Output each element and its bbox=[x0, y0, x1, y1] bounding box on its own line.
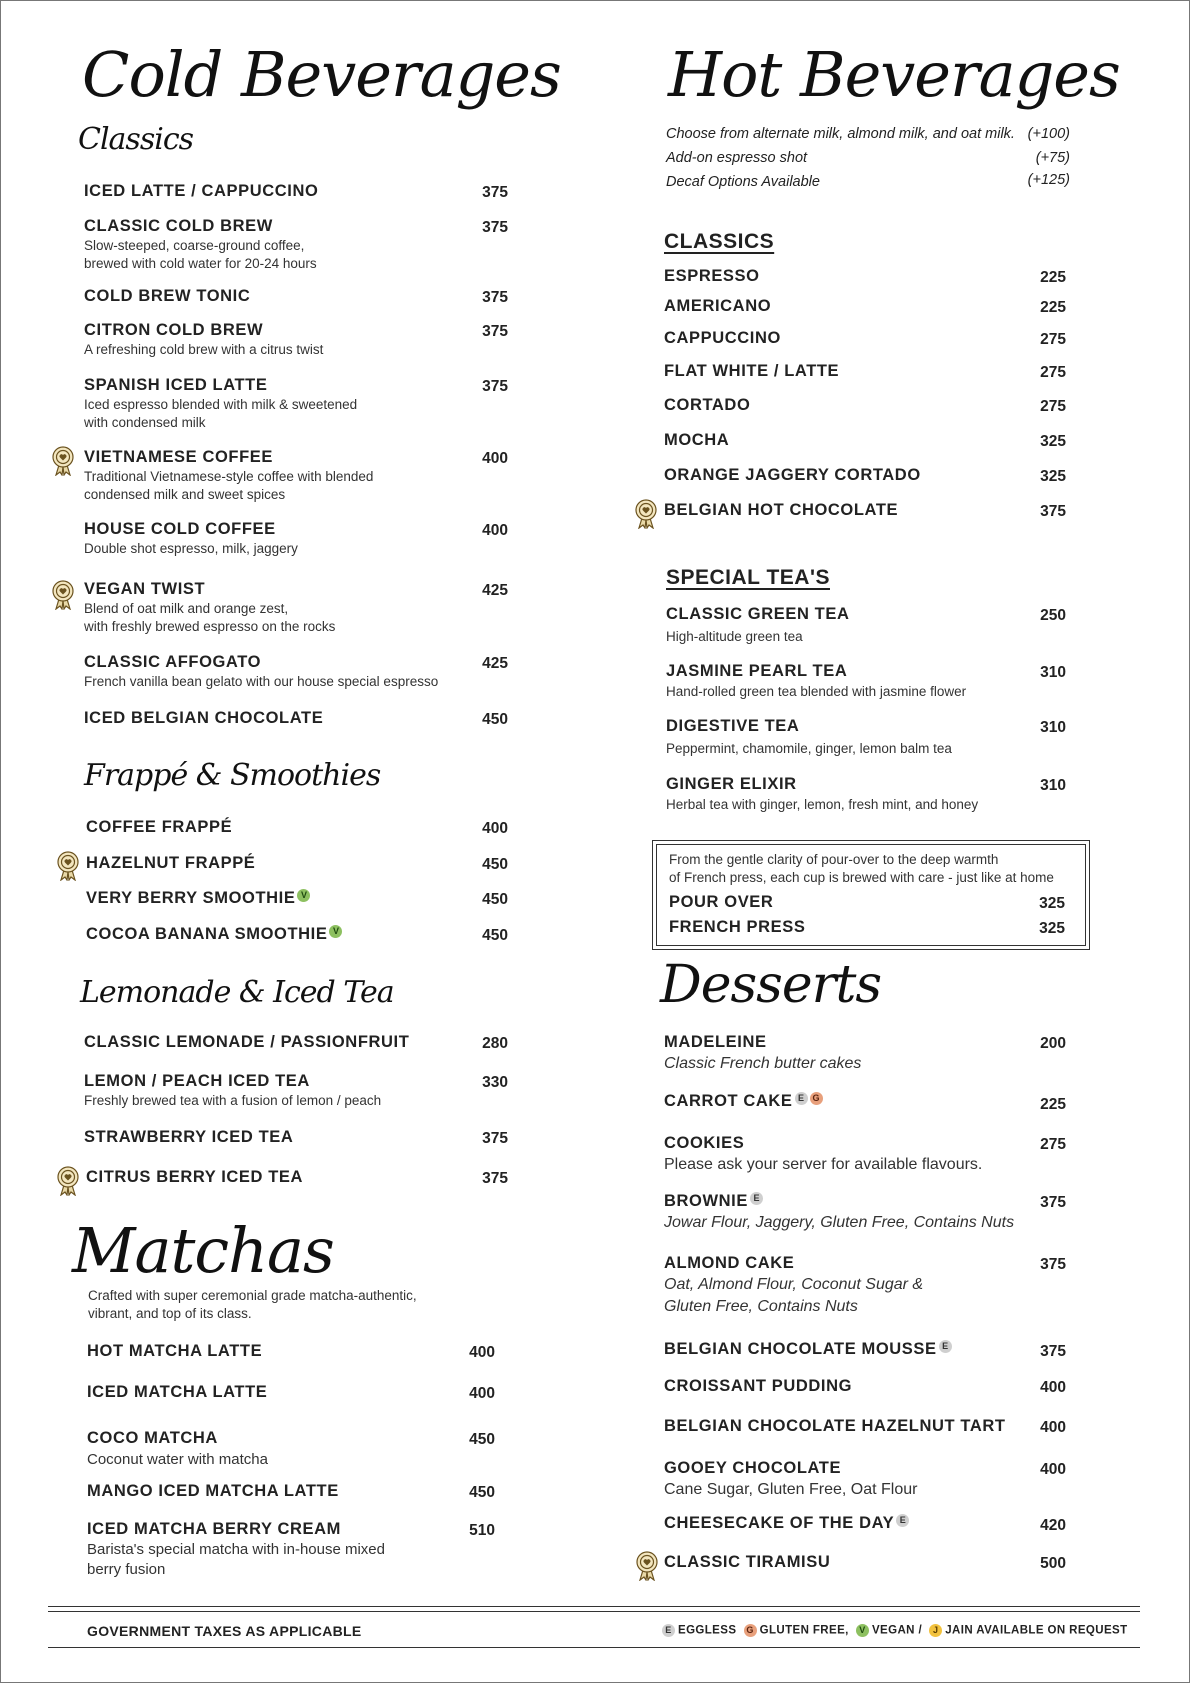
menu-item bbox=[664, 501, 1066, 520]
item-price: 450 bbox=[469, 1484, 495, 1501]
item-description: Classic French butter cakes bbox=[664, 1055, 862, 1072]
item-name: CARROT CAKE bbox=[664, 1092, 793, 1110]
award-icon bbox=[56, 1166, 80, 1196]
cold-beverages-title: Cold Beverages bbox=[82, 38, 561, 111]
item-name: LEMON / PEACH ICED TEA bbox=[84, 1072, 310, 1090]
item-price: 325 bbox=[1040, 433, 1066, 450]
item-name: ICED MATCHA BERRY CREAM bbox=[87, 1520, 341, 1538]
legend-vegan: VEGAN / bbox=[871, 1624, 923, 1637]
menu-item bbox=[87, 1482, 495, 1501]
item-price: 375 bbox=[482, 289, 508, 306]
item-name: MOCHA bbox=[664, 431, 730, 449]
menu-item bbox=[86, 854, 508, 873]
item-name: CLASSIC LEMONADE / PASSIONFRUIT bbox=[84, 1033, 410, 1051]
item-price: 330 bbox=[482, 1074, 508, 1091]
frappe-smoothies-title: Frappé & Smoothies bbox=[84, 758, 381, 793]
menu-item bbox=[664, 1377, 1066, 1396]
item-name: CHEESECAKE OF THE DAY bbox=[664, 1514, 895, 1532]
item-name: ICED LATTE / CAPPUCCINO bbox=[84, 182, 319, 200]
item-description: A refreshing cold brew with a citrus twist bbox=[84, 342, 324, 357]
note-alt-milk-price: (+100) bbox=[1027, 126, 1070, 142]
menu-item bbox=[664, 431, 1066, 450]
vegan-badge-icon: V bbox=[329, 925, 342, 938]
item-price: 425 bbox=[482, 582, 508, 599]
menu-item bbox=[87, 1429, 495, 1471]
menu-item bbox=[664, 1417, 1066, 1436]
item-price: 375 bbox=[482, 1130, 508, 1147]
item-price: 375 bbox=[482, 219, 508, 236]
item-price: 325 bbox=[1040, 468, 1066, 485]
menu-item bbox=[664, 1553, 1066, 1572]
legend-jain: JAIN AVAILABLE ON REQUEST bbox=[945, 1624, 1128, 1637]
item-name: DIGESTIVE TEA bbox=[666, 717, 800, 735]
menu-item bbox=[664, 1514, 1066, 1533]
item-name: VERY BERRY SMOOTHIE bbox=[86, 889, 296, 907]
item-price: 280 bbox=[482, 1035, 508, 1052]
item-name: ICED BELGIAN CHOCOLATE bbox=[84, 709, 324, 727]
item-price: 500 bbox=[1040, 1555, 1066, 1572]
menu-item bbox=[86, 889, 508, 908]
note-espresso-shot: Add-on espresso shot bbox=[666, 150, 808, 166]
brew-methods-box bbox=[656, 844, 1086, 946]
item-price: 375 bbox=[482, 323, 508, 340]
menu-item bbox=[84, 287, 508, 306]
item-price: 510 bbox=[469, 1522, 495, 1539]
vegan-badge-icon: V bbox=[297, 889, 310, 902]
item-name: ORANGE JAGGERY CORTADO bbox=[664, 466, 921, 484]
footer-rule-top-2 bbox=[48, 1611, 1140, 1612]
desserts-title: Desserts bbox=[660, 955, 882, 1015]
item-description: French vanilla bean gelato with our house special espresso bbox=[84, 674, 439, 689]
menu-item bbox=[86, 1168, 508, 1187]
item-price: 375 bbox=[1040, 1343, 1066, 1360]
item-name: CLASSIC GREEN TEA bbox=[666, 605, 850, 623]
menu-item bbox=[84, 448, 508, 504]
item-name: ESPRESSO bbox=[664, 267, 760, 285]
item-description: High-altitude green tea bbox=[666, 629, 803, 644]
menu-item bbox=[84, 182, 508, 201]
item-price: 375 bbox=[482, 378, 508, 395]
item-price: 200 bbox=[1040, 1035, 1066, 1052]
item-price: 310 bbox=[1040, 719, 1066, 736]
menu-item bbox=[84, 321, 508, 359]
item-price: 225 bbox=[1040, 269, 1066, 286]
menu-item bbox=[84, 1128, 508, 1147]
menu-item bbox=[666, 775, 1066, 814]
item-price: 425 bbox=[482, 655, 508, 672]
item-description: Barista's special matcha with in-house mixed berry fusion bbox=[87, 1541, 385, 1578]
item-price: 400 bbox=[482, 820, 508, 837]
item-price: 275 bbox=[1040, 398, 1066, 415]
menu-item bbox=[664, 362, 1066, 381]
item-price: 420 bbox=[1040, 1517, 1066, 1534]
item-name: MANGO ICED MATCHA LATTE bbox=[87, 1482, 339, 1500]
item-price: 325 bbox=[1039, 895, 1065, 912]
note-decaf-price: (+125) bbox=[1027, 172, 1070, 188]
eggless-badge-icon: E bbox=[896, 1514, 909, 1527]
item-price: 450 bbox=[482, 856, 508, 873]
menu-item bbox=[664, 1254, 1066, 1318]
menu-item bbox=[84, 217, 508, 273]
legend-eggless: EGGLESS bbox=[678, 1624, 737, 1637]
item-name: BROWNIE bbox=[664, 1192, 748, 1210]
menu-item bbox=[669, 918, 1065, 937]
item-name: BELGIAN CHOCOLATE HAZELNUT TART bbox=[664, 1417, 1006, 1435]
footer-rule-top bbox=[48, 1606, 1140, 1607]
item-name: CITRUS BERRY ICED TEA bbox=[86, 1168, 304, 1186]
hot-beverages-title: Hot Beverages bbox=[668, 38, 1120, 111]
item-name: VIETNAMESE COFFEE bbox=[84, 448, 273, 466]
item-price: 400 bbox=[469, 1385, 495, 1402]
item-price: 450 bbox=[482, 711, 508, 728]
menu-item bbox=[664, 267, 1066, 286]
item-price: 450 bbox=[469, 1431, 495, 1448]
item-price: 250 bbox=[1040, 607, 1066, 624]
item-description: Jowar Flour, Jaggery, Gluten Free, Contains Nuts bbox=[664, 1214, 1015, 1231]
menu-item bbox=[86, 818, 508, 837]
item-price: 400 bbox=[469, 1344, 495, 1361]
item-name: ICED MATCHA LATTE bbox=[87, 1383, 268, 1401]
menu-item bbox=[664, 466, 1066, 485]
item-price: 400 bbox=[1040, 1379, 1066, 1396]
item-name: CORTADO bbox=[664, 396, 751, 414]
item-description: Please ask your server for available flavours. bbox=[664, 1156, 983, 1173]
item-price: 225 bbox=[1040, 299, 1066, 316]
item-name: BELGIAN CHOCOLATE MOUSSE bbox=[664, 1340, 937, 1358]
award-icon bbox=[634, 499, 658, 529]
item-name: AMERICANO bbox=[664, 297, 772, 315]
item-name: CLASSIC AFFOGATO bbox=[84, 653, 262, 671]
award-icon bbox=[56, 851, 80, 881]
item-description: Iced espresso blended with milk & sweetened with condensed milk bbox=[84, 397, 358, 430]
award-icon bbox=[635, 1551, 659, 1581]
menu-item bbox=[664, 1192, 1066, 1234]
item-name: CITRON COLD BREW bbox=[84, 321, 264, 339]
item-name: GINGER ELIXIR bbox=[666, 775, 797, 793]
menu-item bbox=[84, 520, 508, 558]
menu-item bbox=[664, 1134, 1066, 1176]
item-price: 450 bbox=[482, 927, 508, 944]
hot-classics-heading: CLASSICS bbox=[664, 230, 775, 253]
menu-item bbox=[664, 297, 1066, 316]
item-name: HOT MATCHA LATTE bbox=[87, 1342, 263, 1360]
menu-item bbox=[84, 1072, 508, 1110]
menu-item bbox=[87, 1520, 495, 1580]
note-decaf: Decaf Options Available bbox=[666, 174, 820, 190]
item-description: Freshly brewed tea with a fusion of lemon / peach bbox=[84, 1093, 382, 1108]
note-espresso-shot-price: (+75) bbox=[1035, 150, 1070, 166]
item-description: Hand-rolled green tea blended with jasmine flower bbox=[666, 684, 967, 699]
item-description: Blend of oat milk and orange zest, with freshly brewed espresso on the rocks bbox=[84, 601, 336, 634]
item-name: COOKIES bbox=[664, 1134, 745, 1152]
menu-item bbox=[664, 1033, 1066, 1075]
note-alt-milk: Choose from alternate milk, almond milk, and oat milk. bbox=[666, 126, 1015, 142]
menu-item bbox=[664, 1092, 1066, 1111]
item-description: Slow-steeped, coarse-ground coffee, brewed with cold water for 20-24 hours bbox=[84, 238, 317, 271]
item-price: 375 bbox=[482, 184, 508, 201]
item-price: 400 bbox=[1040, 1461, 1066, 1478]
vegan-badge-icon: V bbox=[856, 1624, 869, 1637]
item-name: SPANISH ICED LATTE bbox=[84, 376, 268, 394]
item-name: ALMOND CAKE bbox=[664, 1254, 795, 1272]
item-name: BELGIAN HOT CHOCOLATE bbox=[664, 501, 899, 519]
item-price: 310 bbox=[1040, 777, 1066, 794]
item-name: POUR OVER bbox=[669, 893, 774, 911]
item-name: JASMINE PEARL TEA bbox=[666, 662, 848, 680]
item-name: MADELEINE bbox=[664, 1033, 767, 1051]
item-name: GOOEY CHOCOLATE bbox=[664, 1459, 842, 1477]
eggless-badge-icon: E bbox=[750, 1192, 763, 1205]
menu-item bbox=[84, 580, 508, 636]
menu-item bbox=[84, 653, 508, 691]
lemonade-iced-tea-title: Lemonade & Iced Tea bbox=[80, 975, 394, 1010]
item-description: Peppermint, chamomile, ginger, lemon balm tea bbox=[666, 741, 952, 756]
item-price: 310 bbox=[1040, 664, 1066, 681]
item-price: 400 bbox=[1040, 1419, 1066, 1436]
menu-item bbox=[84, 376, 508, 432]
government-taxes-note: GOVERNMENT TAXES AS APPLICABLE bbox=[87, 1623, 362, 1639]
special-teas-heading: SPECIAL TEA'S bbox=[666, 566, 830, 589]
eggless-badge-icon: E bbox=[939, 1340, 952, 1353]
item-description: Cane Sugar, Gluten Free, Oat Flour bbox=[664, 1481, 918, 1498]
item-name: FRENCH PRESS bbox=[669, 918, 806, 936]
item-price: 275 bbox=[1040, 331, 1066, 348]
jain-badge-icon: J bbox=[929, 1624, 942, 1637]
eggless-badge-icon: E bbox=[795, 1092, 808, 1105]
dietary-legend bbox=[662, 1624, 1128, 1637]
item-name: CROISSANT PUDDING bbox=[664, 1377, 853, 1395]
item-description: Double shot espresso, milk, jaggery bbox=[84, 541, 298, 556]
award-icon bbox=[51, 580, 75, 610]
menu-item bbox=[666, 662, 1066, 701]
item-name: COCOA BANANA SMOOTHIE bbox=[86, 925, 328, 943]
item-name: CLASSIC COLD BREW bbox=[84, 217, 273, 235]
item-description: Oat, Almond Flour, Coconut Sugar & Gluten Free, Contains Nuts bbox=[664, 1276, 924, 1315]
item-price: 225 bbox=[1040, 1096, 1066, 1113]
item-price: 375 bbox=[1040, 1256, 1066, 1273]
item-name: VEGAN TWIST bbox=[84, 580, 206, 598]
footer-rule-bottom bbox=[48, 1647, 1140, 1648]
menu-item bbox=[87, 1342, 495, 1361]
menu-item bbox=[84, 709, 508, 728]
menu-item bbox=[666, 717, 1066, 758]
menu-item bbox=[84, 1033, 508, 1052]
item-price: 450 bbox=[482, 891, 508, 908]
gluten-free-badge-icon: G bbox=[744, 1624, 757, 1637]
item-name: COLD BREW TONIC bbox=[84, 287, 251, 305]
item-name: CAPPUCCINO bbox=[664, 329, 781, 347]
eggless-badge-icon: E bbox=[662, 1624, 675, 1637]
menu-item bbox=[664, 1340, 1066, 1359]
gluten-free-badge-icon: G bbox=[810, 1092, 823, 1105]
item-name: HOUSE COLD COFFEE bbox=[84, 520, 276, 538]
item-name: HAZELNUT FRAPPÉ bbox=[86, 854, 256, 872]
item-price: 325 bbox=[1039, 920, 1065, 937]
item-price: 275 bbox=[1040, 364, 1066, 381]
item-name: COCO MATCHA bbox=[87, 1429, 218, 1447]
menu-item bbox=[86, 925, 508, 944]
item-price: 400 bbox=[482, 522, 508, 539]
item-price: 275 bbox=[1040, 1136, 1066, 1153]
menu-item bbox=[664, 396, 1066, 415]
award-icon bbox=[51, 446, 75, 476]
menu-item bbox=[666, 605, 1066, 646]
legend-gluten-free: GLUTEN FREE, bbox=[759, 1624, 849, 1637]
item-name: STRAWBERRY ICED TEA bbox=[84, 1128, 294, 1146]
matchas-intro: Crafted with super ceremonial grade matcha-authentic, vibrant, and top of its class. bbox=[88, 1288, 417, 1321]
item-name: FLAT WHITE / LATTE bbox=[664, 362, 840, 380]
item-price: 375 bbox=[1040, 503, 1066, 520]
item-price: 400 bbox=[482, 450, 508, 467]
menu-item bbox=[664, 1459, 1066, 1501]
matchas-title: Matchas bbox=[72, 1214, 334, 1287]
item-name: CLASSIC TIRAMISU bbox=[664, 1553, 831, 1571]
item-description: Coconut water with matcha bbox=[87, 1451, 268, 1468]
menu-item bbox=[87, 1383, 495, 1402]
item-price: 375 bbox=[1040, 1194, 1066, 1211]
item-description: Traditional Vietnamese-style coffee with blended condensed milk and sweet spices bbox=[84, 469, 374, 502]
menu-item bbox=[669, 893, 1065, 912]
menu-item bbox=[664, 329, 1066, 348]
item-price: 375 bbox=[482, 1170, 508, 1187]
brew-intro: From the gentle clarity of pour-over to the deep warmth of French press, each cup is brewed with care - just like at home bbox=[669, 852, 1054, 885]
cold-classics-title: Classics bbox=[78, 122, 194, 157]
item-name: COFFEE FRAPPÉ bbox=[86, 818, 233, 836]
item-description: Herbal tea with ginger, lemon, fresh mint, and honey bbox=[666, 797, 979, 812]
